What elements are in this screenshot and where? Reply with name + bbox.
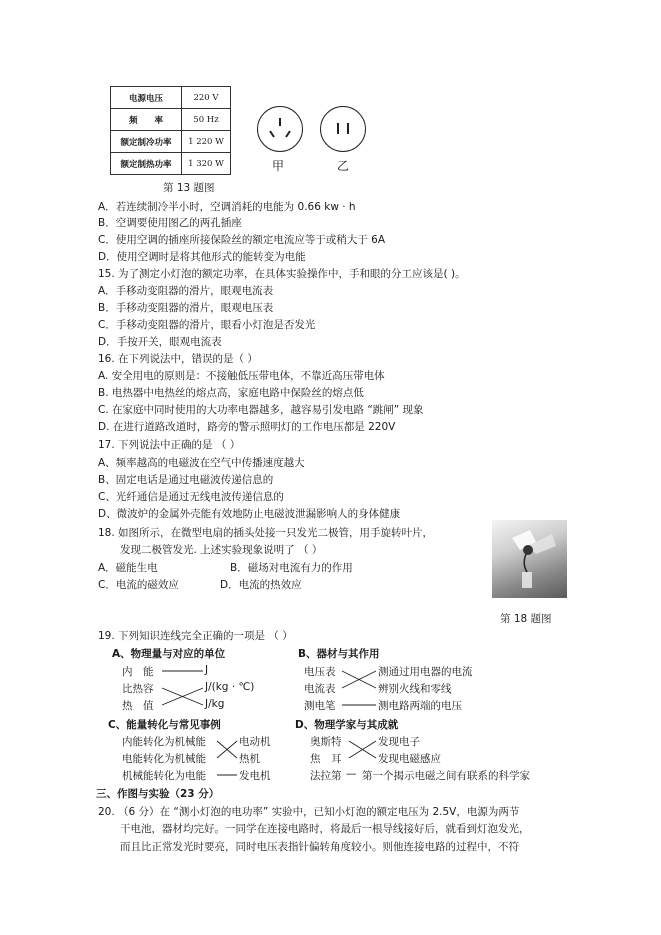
q19-d-right-1: 发现电子 <box>378 736 420 748</box>
section-3-heading: 三、作图与实验（23 分） <box>96 788 220 800</box>
q19-c-left-2: 电能转化为机械能 <box>122 753 206 765</box>
q19-b-left-1: 电压表 <box>304 666 336 678</box>
q16-stem: 16. 在下列说法中，错误的是（ ） <box>98 353 258 365</box>
q19-b-right-2: 辨别火线和零线 <box>378 683 452 695</box>
q20-line2: 干电池，器材均完好。一同学在连接电路时，将最后一根导线接好后，就看到灯泡发光， <box>120 823 530 835</box>
q19-a-right-3: J/kg <box>205 698 225 710</box>
q15-stem: 15. 为了测定小灯泡的额定功率，在具体实验操作中，手和眼的分工应该是( )。 <box>98 268 466 280</box>
spec-value: 220 V <box>182 87 231 109</box>
q14-option-c: C．使用空调的插座所接保险丝的额定电流应等于或稍大于 6A <box>98 234 386 246</box>
q16-option-d: D. 在进行道路改道时，路旁的警示照明灯的工作电压都是 220V <box>98 421 396 433</box>
q19-b-left-2: 电流表 <box>304 683 336 695</box>
q19-b-right-3: 测电路两端的电压 <box>378 700 462 712</box>
q17-option-d: D、微波炉的金属外壳能有效地防止电磁波泄漏影响人的身体健康 <box>98 508 401 520</box>
q17-stem: 17. 下列说法中正确的是 （ ） <box>98 439 241 451</box>
spec-label: 电源电压 <box>111 87 182 109</box>
socket-label-yi: 乙 <box>337 159 350 173</box>
q19-d-title: D、物理学家与其成就 <box>295 719 399 731</box>
q17-option-c: C、光纤通信是通过无线电波传递信息的 <box>98 491 284 503</box>
spec-label: 频 率 <box>111 109 182 131</box>
q18-option-b: B．磁场对电流有力的作用 <box>230 562 353 574</box>
q15-option-a: A．手移动变阻器的滑片，眼观电流表 <box>98 285 274 297</box>
q19-b-left-3: 测电笔 <box>304 700 336 712</box>
q18-option-d: D．电流的热效应 <box>220 579 302 591</box>
q17-option-a: A、频率越高的电磁波在空气中传播速度越大 <box>98 457 305 469</box>
q19-d-left-3: 法拉第 <box>310 770 342 782</box>
q19-stem: 19. 下列知识连线完全正确的一项是 （ ） <box>98 630 293 642</box>
q19-a-left-3: 热 值 <box>122 700 154 712</box>
q18-stem-line1: 18. 如图所示，在微型电扇的插头处接一只发光二极管，用手旋转叶片， <box>98 527 434 539</box>
q15-option-c: C．手移动变阻器的滑片，眼看小灯泡是否发光 <box>98 319 316 331</box>
q19-c-right-1: 电动机 <box>239 736 271 748</box>
q16-option-c: C. 在家庭中同时使用的大功率电器越多，越容易引发电路 “跳闸” 现象 <box>98 404 424 416</box>
q19-a-left-1: 内 能 <box>122 666 154 678</box>
q14-option-d: D．使用空调时是将其他形式的能转变为电能 <box>98 251 306 263</box>
spec-value: 1 220 W <box>182 131 231 153</box>
q19-c-title: C、能量转化与常见事例 <box>108 719 221 731</box>
q18-option-a: A．磁能生电 <box>98 562 158 574</box>
q19-b-right-1: 测通过用电器的电流 <box>378 666 473 678</box>
q15-option-b: B．手移动变阻器的滑片，眼观电压表 <box>98 302 274 314</box>
socket-label-jia: 甲 <box>272 159 285 173</box>
q19-d-right-2: 发现电磁感应 <box>378 753 441 765</box>
q17-option-b: B、固定电话是通过电磁波传递信息的 <box>98 474 274 486</box>
q19-c-left-1: 内能转化为机械能 <box>122 736 206 748</box>
q18-option-c: C．电流的磁效应 <box>98 579 179 591</box>
q19-a-right-2: J/(kg · ℃) <box>205 681 255 693</box>
q14-option-b: B．空调要使用图乙的两孔插座 <box>98 217 242 229</box>
q19-d-left-1: 奥斯特 <box>310 736 342 748</box>
q19-d-left-2: 焦 耳 <box>310 753 342 765</box>
q18-stem-line2: 发现二极管发光. 上述实验现象说明了 （ ） <box>120 544 323 556</box>
spec-label: 额定制热功率 <box>111 153 182 175</box>
spec-value: 1 320 W <box>182 153 231 175</box>
q16-option-a: A. 安全用电的原则是：不接触低压带电体，不靠近高压带电体 <box>98 370 385 382</box>
q19-b-title: B、器材与其作用 <box>298 648 380 660</box>
q14-option-a: A．若连续制冷半小时，空调消耗的电能为 0.66 kw · h <box>98 201 356 213</box>
q19-c-left-3: 机械能转化为电能 <box>122 770 206 782</box>
q20-line3: 而且比正常发光时要亮，同时电压表指针偏转角度较小。则他连接电路的过程中，不符 <box>120 841 519 853</box>
figure-13-caption: 第 13 题图 <box>163 182 215 194</box>
q19-d-right-3: 第一个揭示电磁之间有联系的科学家 <box>362 770 530 782</box>
q19-a-title: A、物理量与对应的单位 <box>112 648 226 660</box>
figure-18-caption: 第 18 题图 <box>500 613 552 625</box>
spec-label: 额定制冷功率 <box>111 131 182 153</box>
spec-value: 50 Hz <box>182 109 231 131</box>
q20-line1: 20. （6 分）在 “测小灯泡的电功率” 实验中，已知小灯泡的额定电压为 2.5V，电源为两节 <box>98 806 520 818</box>
q19-c-right-2: 热机 <box>239 753 260 765</box>
q19-a-right-1: J <box>205 664 209 676</box>
q19-c-right-3: 发电机 <box>239 770 271 782</box>
q19-a-left-2: 比热容 <box>122 683 154 695</box>
q16-option-b: B. 电热器中电热丝的熔点高，家庭电路中保险丝的熔点低 <box>98 387 364 399</box>
q15-option-d: D．手按开关，眼观电流表 <box>98 336 222 348</box>
q19-d-dash: — <box>346 768 357 780</box>
